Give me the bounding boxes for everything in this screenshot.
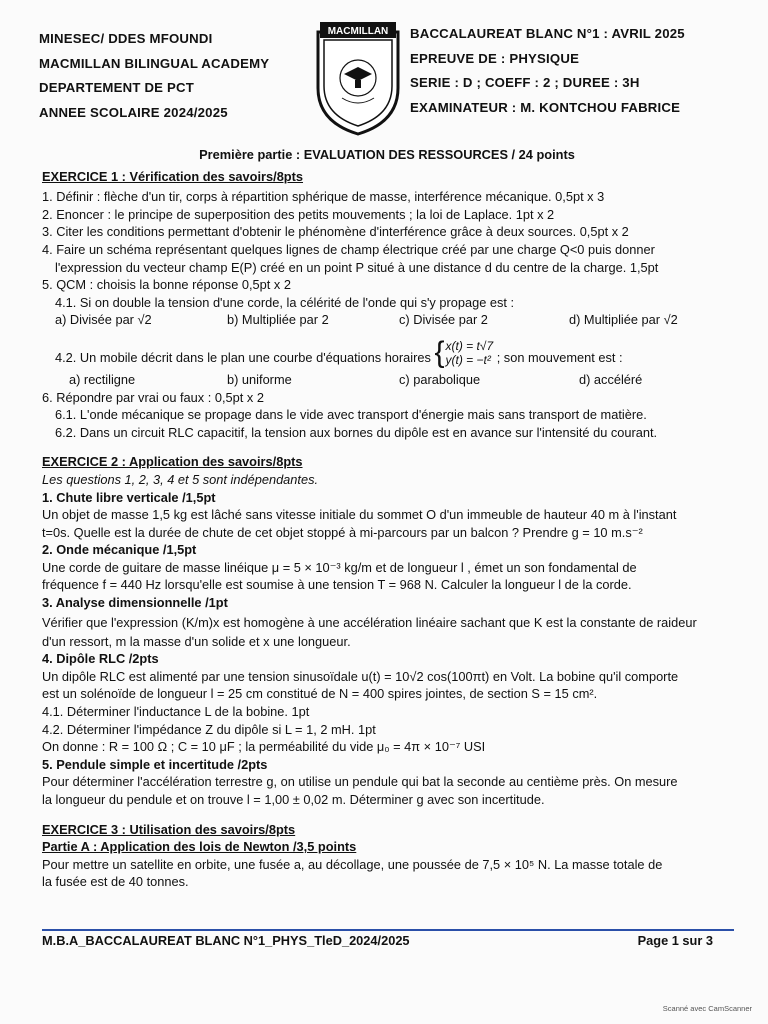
qcm-option: a) rectiligne [69,371,136,387]
ex2-h4: 4. Dipôle RLC /2pts [42,651,159,667]
ex1-q5-2 [42,335,732,369]
page-number: Page 1 sur 3 [637,933,713,948]
equation-y: y(t) = −t² [445,352,491,367]
qcm-option: d) Multipliée par √2 [569,312,678,328]
header-left [39,27,269,125]
ex1-q3: 3. Citer les conditions permettant d'obtenir le phénomène d'interférence grâce à deux sources. 0,5pt x 2 [42,224,629,240]
ex2-p3-line2: d'un ressort, m la masse d'un solide et x une longueur. [42,633,351,649]
ex1-q2: 2. Enoncer : le principe de superposition des petits mouvements ; la loi de Laplace. 1pt x 2 [42,206,555,222]
school-logo [312,18,404,138]
part-a-label: Partie A : Application des lois de Newton /3,5 points [42,839,357,855]
ex1-q5-1-options [42,311,732,329]
qcm-option: b) Multipliée par 2 [227,312,329,328]
ex2-subtitle: Les questions 1, 2, 3, 4 et 5 sont indépendantes. [42,471,319,487]
ex2-h3: 3. Analyse dimensionnelle /1pt [42,595,228,611]
brace-icon: { [434,335,445,369]
qcm-option: b) uniforme [227,371,292,387]
header-left-line: DEPARTEMENT DE PCT [39,80,195,95]
ex2-h2: 2. Onde mécanique /1,5pt [42,542,197,558]
ex1-q5-1: 4.1. Si on double la tension d'une corde, la célérité de l'onde qui s'y propage est : [55,294,515,310]
exercise-1-title: EXERCICE 1 : Vérification des savoirs/8pts [42,168,304,184]
ex1-q4-line2: l'expression du vecteur champ E(P) créé en un point P situé à une distance d du centre de la charge. 1,5pt [55,259,659,275]
ex2-p2-line2: fréquence f = 440 Hz lorsqu'elle est soumise à une tension T = 968 N. Calculer la longueur l de la corde. [42,577,632,593]
header-right-line: EXAMINATEUR : M. KONTCHOU FABRICE [410,99,681,115]
ex3-part-a-title [42,838,732,856]
ex2-q4-1: 4.1. Déterminer l'inductance L de la bobine. 1pt [42,704,310,720]
ex2-p3-line1: Vérifier que l'expression (K/m)x est homogène à une accélération linéaire sachant que K est la constante de raideur [42,614,697,630]
ex2-p4-line2: est un solénoïde de longueur l = 25 cm constitué de N = 400 spires jointes, de section S = 15 cm². [42,686,598,702]
footer-divider [42,929,734,931]
qcm-option: c) Divisée par 2 [399,312,488,328]
header-left-line: ANNEE SCOLAIRE 2024/2025 [39,104,228,120]
svg-text:MACMILLAN: MACMILLAN [327,26,389,37]
hourly-equations [434,335,494,369]
ex2-p5-line1: Pour déterminer l'accélération terrestre g, on utilise un pendule qui bat la seconde au centième près. On mesure [42,774,678,790]
equation-x: x(t) = t√7 [445,338,494,353]
ex1-q6-1: 6.1. L'onde mécanique se propage dans le vide avec transport d'énergie mais sans transport de matière. [55,407,647,423]
ex3-pa-line2: la fusée est de 40 tonnes. [42,874,189,890]
header-left-line: MACMILLAN BILINGUAL ACADEMY [39,55,270,71]
exercise-2-title: EXERCICE 2 : Application des savoirs/8pts [42,454,303,470]
part-title: Première partie : EVALUATION DES RESSOURCES / 24 points [199,147,575,162]
exam-body [42,146,732,891]
qcm-option: d) accéléré [579,371,643,387]
exercise-3-title: EXERCICE 3 : Utilisation des savoirs/8pts [42,821,296,837]
ex2-p5-line2: la longueur du pendule et on trouve l = 1,00 ± 0,02 m. Déterminer g avec son incertitude. [42,792,545,807]
ex2-given-data: On donne : R = 100 Ω ; C = 10 μF ; la perméabilité du vide μ₀ = 4π × 10⁻⁷ USI [42,739,486,755]
ex1-q6: 6. Répondre par vrai ou faux : 0,5pt x 2 [42,389,264,405]
ex3-pa-line1: Pour mettre un satellite en orbite, une fusée a, au décollage, une poussée de 7,5 × 10⁵ N. La masse totale de [42,856,663,872]
qcm-option: a) Divisée par √2 [55,312,152,328]
q42-prefix: 4.2. Un mobile décrit dans le plan une courbe d'équations horaires [55,349,431,365]
ex2-h5: 5. Pendule simple et incertitude /2pts [42,756,268,772]
ex2-q4-2: 4.2. Déterminer l'impédance Z du dipôle si L = 1, 2 mH. 1pt [42,721,376,737]
ex1-q5-2-options [42,371,732,389]
header-left-line: MINESEC/ DDES MFOUNDI [39,31,213,46]
equations [446,339,494,367]
header-right [410,22,685,120]
qcm-option: c) parabolique [399,371,481,387]
header-right-line: BACCALAUREAT BLANC N°1 : AVRIL 2025 [410,26,685,41]
ex2-p1-line1: Un objet de masse 1,5 kg est lâché sans vitesse initiale du sommet O d'un immeuble de hauteur 40 m à l'instant [42,507,677,523]
ex2-p2-line1: Une corde de guitare de masse linéique μ = 5 × 10⁻³ kg/m et de longueur l , émet un son fondamental de [42,559,637,575]
ex1-q1: 1. Définir : flèche d'un tir, corps à répartition sphérique de masse, interférence mécanique. 0,5pt x 3 [42,189,605,205]
ex2-p4-line1: Un dipôle RLC est alimenté par une tension sinusoïdale u(t) = 10√2 cos(100πt) en Volt. La bobine qu'il comporte [42,668,679,684]
q42-suffix: ; son mouvement est : [496,349,623,365]
ex2-p1-line2: t=0s. Quelle est la durée de chute de cet objet stoppé à mi-parcours par un balcon ? Prendre g = 10 m.s⁻² [42,524,643,540]
ex1-q5: 5. QCM : choisis la bonne réponse 0,5pt x 2 [42,277,291,293]
ex2-h1: 1. Chute libre verticale /1,5pt [42,489,216,505]
ex1-q4-line1: 4. Faire un schéma représentant quelques lignes de champ électrique créé par une charge Q<0 puis donner [42,241,655,257]
header-right-line: SERIE : D ; COEFF : 2 ; DUREE : 3H [410,75,640,90]
footer-reference: M.B.A_BACCALAUREAT BLANC N°1_PHYS_TleD_2024/2025 [42,933,410,948]
header-right-line: EPREUVE DE : PHYSIQUE [410,50,580,66]
scanner-watermark: Scanné avec CamScanner [662,1004,752,1013]
ex1-q6-2: 6.2. Dans un circuit RLC capacitif, la tension aux bornes du dipôle est en avance sur l'intensité du courant. [55,424,658,440]
